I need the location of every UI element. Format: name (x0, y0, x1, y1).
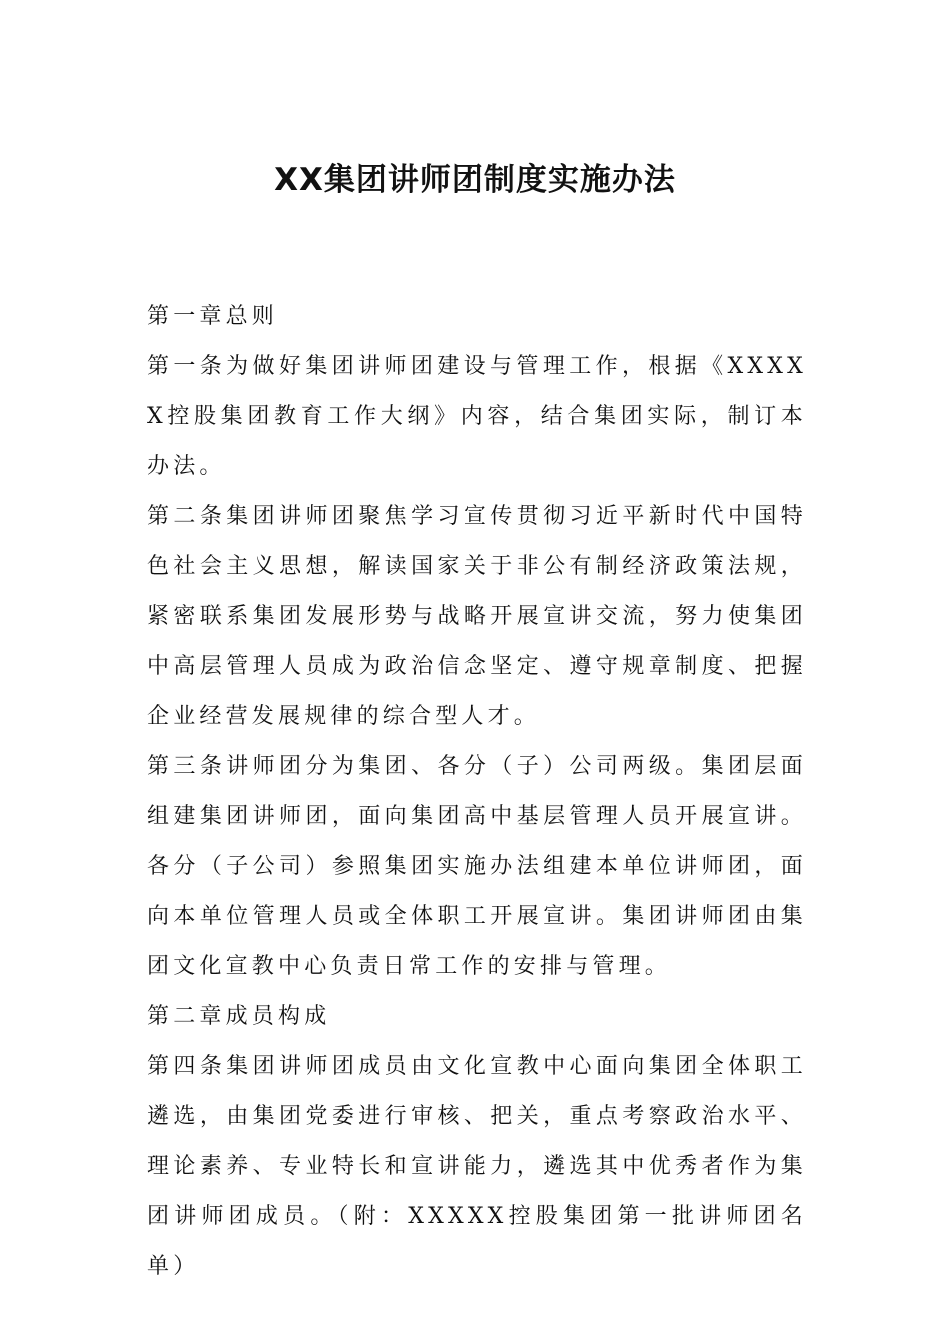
document-body (147, 292, 807, 1292)
chapter-heading-1: 第一章总则 (147, 304, 279, 329)
article-2: 第二条集团讲师团聚焦学习宣传贯彻习近平新时代中国特色社会主义思想，解读国家关于非公有制经济政策法规，紧密联系集团发展形势与战略开展宣讲交流，努力使集团中高层管理人员成为政治信念坚定、遵守规章制度、把握企业经营发展规律的综合型人才。 (147, 504, 807, 729)
chapter-heading-2: 第二章成员构成 (147, 1004, 331, 1029)
article-1: 第一条为做好集团讲师团建设与管理工作，根据《XXXXX控股集团教育工作大纲》内容，结合集团实际，制订本办法。 (147, 354, 807, 479)
article-3: 第三条讲师团分为集团、各分（子）公司两级。集团层面组建集团讲师团，面向集团高中基层管理人员开展宣讲。各分（子公司）参照集团实施办法组建本单位讲师团，面向本单位管理人员或全体职工开展宣讲。集团讲师团由集团文化宣教中心负责日常工作的安排与管理。 (147, 754, 807, 979)
article-4: 第四条集团讲师团成员由文化宣教中心面向集团全体职工遴选，由集团党委进行审核、把关，重点考察政治水平、理论素养、专业特长和宣讲能力，遴选其中优秀者作为集团讲师团成员。（附：XXXXX控股集团第一批讲师团名单） (147, 1054, 807, 1279)
document-title: XX集团讲师团制度实施办法 (274, 162, 676, 198)
